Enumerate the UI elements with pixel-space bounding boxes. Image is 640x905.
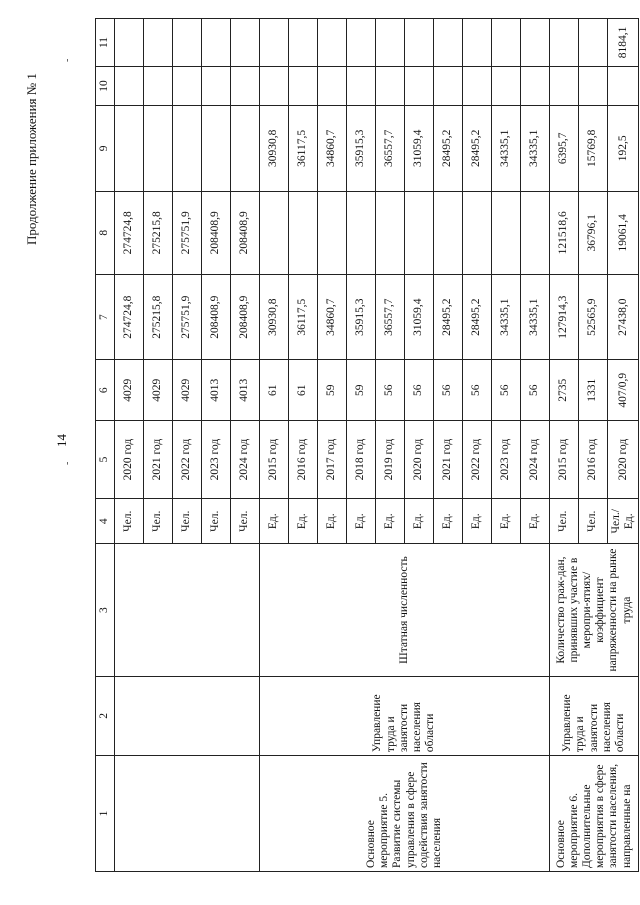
table-cell: 2024 год: [521, 420, 550, 498]
table-cell: 56: [376, 360, 405, 420]
table-cell: [550, 19, 579, 67]
table-cell: [318, 19, 347, 67]
table-cell: Ед.: [289, 499, 318, 544]
column-number: 10: [96, 66, 115, 105]
column-number: 5: [96, 420, 115, 498]
table-cell: [579, 66, 608, 105]
indicator-name: Штатная численность: [260, 544, 550, 676]
responsible-executor: [115, 676, 260, 755]
table-cell: 36117,5: [289, 274, 318, 360]
indicator-name: [115, 544, 260, 676]
table-cell: 208408,9: [231, 274, 260, 360]
table-cell: [144, 106, 173, 192]
table-cell: 28495,2: [463, 106, 492, 192]
table-cell: 27438,0: [608, 274, 639, 360]
table-cell: 2023 год: [492, 420, 521, 498]
table-cell: 274724,8: [115, 191, 144, 274]
column-number: 9: [96, 106, 115, 192]
table-cell: 275215,8: [144, 274, 173, 360]
data-table: [95, 18, 639, 872]
table-cell: 8184,1: [608, 19, 639, 67]
table-cell: [434, 66, 463, 105]
table-body: [96, 19, 639, 872]
table-cell: Ед.: [463, 499, 492, 544]
table-cell: 52565,9: [579, 274, 608, 360]
table-cell: [463, 191, 492, 274]
table-cell: Чел.: [579, 499, 608, 544]
table-cell: [492, 191, 521, 274]
table-cell: [434, 19, 463, 67]
scan-mark: -: [62, 461, 73, 465]
table-cell: 4013: [202, 360, 231, 420]
table-cell: Ед.: [521, 499, 550, 544]
table-cell: [434, 191, 463, 274]
table-cell: 36796,1: [579, 191, 608, 274]
table-cell: 59: [347, 360, 376, 420]
table-cell: 2023 год: [202, 420, 231, 498]
table-cell: Ед.: [492, 499, 521, 544]
table-cell: 2021 год: [144, 420, 173, 498]
table-cell: 208408,9: [202, 191, 231, 274]
table-cell: 2017 год: [318, 420, 347, 498]
table-cell: [347, 191, 376, 274]
table-cell: 4029: [173, 360, 202, 420]
table-cell: [521, 19, 550, 67]
table-cell: [405, 191, 434, 274]
table-cell: 2024 год: [231, 420, 260, 498]
table-cell: 275215,8: [144, 191, 173, 274]
table-cell: Чел.: [115, 499, 144, 544]
table-cell: [260, 66, 289, 105]
table-cell: 56: [434, 360, 463, 420]
table-cell: [115, 106, 144, 192]
table-cell: [521, 191, 550, 274]
indicator-name: Количество граж-дан, принявших участие в меропри-ятиях/коэффициент напряженности на рынке труда: [550, 544, 639, 676]
table-cell: 35915,3: [347, 274, 376, 360]
table-cell: Чел.: [173, 499, 202, 544]
table-cell: 15769,8: [579, 106, 608, 192]
table-cell: 121518,6: [550, 191, 579, 274]
table-cell: 2022 год: [173, 420, 202, 498]
table-cell: [231, 19, 260, 67]
column-number: 3: [96, 544, 115, 676]
table-cell: 61: [289, 360, 318, 420]
table-cell: 2021 год: [434, 420, 463, 498]
table-cell: [202, 106, 231, 192]
table-cell: Чел./ Ед.: [608, 499, 639, 544]
table-cell: 56: [492, 360, 521, 420]
table-cell: [376, 19, 405, 67]
measure-name: [115, 756, 260, 872]
table-cell: [376, 191, 405, 274]
table-cell: 19061,4: [608, 191, 639, 274]
table-cell: Ед.: [260, 499, 289, 544]
table-cell: 28495,2: [434, 106, 463, 192]
table-cell: 34335,1: [521, 274, 550, 360]
table-cell: 2019 год: [376, 420, 405, 498]
table-cell: [144, 66, 173, 105]
table-cell: [318, 66, 347, 105]
table-cell: 2015 год: [260, 420, 289, 498]
table-cell: 30930,8: [260, 274, 289, 360]
table-cell: [115, 66, 144, 105]
table-cell: 275751,9: [173, 191, 202, 274]
table-cell: Ед.: [376, 499, 405, 544]
table-cell: [608, 66, 639, 105]
responsible-executor: Управление труда и занятости населения области: [260, 676, 550, 755]
table-cell: [173, 66, 202, 105]
table-cell: Ед.: [405, 499, 434, 544]
table-cell: 127914,3: [550, 274, 579, 360]
table-cell: 4029: [115, 360, 144, 420]
table-cell: 2022 год: [463, 420, 492, 498]
table-cell: [347, 66, 376, 105]
table-cell: 56: [405, 360, 434, 420]
table-cell: 6395,7: [550, 106, 579, 192]
table-cell: 208408,9: [231, 191, 260, 274]
table-cell: [144, 19, 173, 67]
header-row: [96, 19, 115, 872]
table-cell: [173, 19, 202, 67]
table-cell: Чел.: [202, 499, 231, 544]
table-cell: 56: [521, 360, 550, 420]
table-cell: [463, 19, 492, 67]
table-cell: 36117,5: [289, 106, 318, 192]
table-cell: [260, 191, 289, 274]
table-cell: 4013: [231, 360, 260, 420]
table-cell: 192,5: [608, 106, 639, 192]
measure-name: Основное мероприятие 5. Развитие системы управления в сфере содействия занятости населения: [260, 756, 550, 872]
table-cell: [463, 66, 492, 105]
table-cell: 2018 год: [347, 420, 376, 498]
table-cell: 274724,8: [115, 274, 144, 360]
table-cell: Ед.: [347, 499, 376, 544]
table-cell: [231, 106, 260, 192]
table-cell: 34335,1: [492, 106, 521, 192]
table-cell: 61: [260, 360, 289, 420]
table-cell: [289, 191, 318, 274]
table-cell: 4029: [144, 360, 173, 420]
table-cell: 56: [463, 360, 492, 420]
table-cell: 2020 год: [608, 420, 639, 498]
table-cell: [289, 66, 318, 105]
table-cell: [579, 19, 608, 67]
table-cell: [347, 19, 376, 67]
table-cell: [115, 19, 144, 67]
table-cell: [318, 191, 347, 274]
table-cell: 28495,2: [463, 274, 492, 360]
table-cell: [231, 66, 260, 105]
table-cell: Чел.: [550, 499, 579, 544]
table-cell: 35915,3: [347, 106, 376, 192]
scan-mark: -: [62, 58, 73, 62]
table-cell: 34335,1: [492, 274, 521, 360]
table-row: [550, 19, 579, 872]
column-number: 4: [96, 499, 115, 544]
table-cell: 28495,2: [434, 274, 463, 360]
table-cell: [521, 66, 550, 105]
measure-name: Основное мероприятие 6. Дополнительные мероприятия в сфере занятости населения, направленные на: [550, 756, 639, 872]
table-cell: 2020 год: [115, 420, 144, 498]
table-cell: 59: [318, 360, 347, 420]
table-cell: 2016 год: [289, 420, 318, 498]
table-cell: [260, 19, 289, 67]
table-cell: 34860,7: [318, 274, 347, 360]
table-row: [115, 19, 144, 872]
table-cell: [376, 66, 405, 105]
table-cell: [405, 66, 434, 105]
table-cell: 2015 год: [550, 420, 579, 498]
table-cell: [289, 19, 318, 67]
table-cell: 208408,9: [202, 274, 231, 360]
table-cell: [202, 19, 231, 67]
column-number: 2: [96, 676, 115, 755]
page-number: 14: [54, 434, 69, 447]
table-cell: [550, 66, 579, 105]
table-cell: [202, 66, 231, 105]
table-cell: [492, 19, 521, 67]
table-row: [260, 19, 289, 872]
table-cell: 2016 год: [579, 420, 608, 498]
table-cell: 31059,4: [405, 106, 434, 192]
table-cell: 36557,7: [376, 274, 405, 360]
column-number: 11: [96, 19, 115, 67]
responsible-executor: Управление труда и занятости населения области: [550, 676, 639, 755]
column-number: 8: [96, 191, 115, 274]
table-cell: 31059,4: [405, 274, 434, 360]
table-cell: 2735: [550, 360, 579, 420]
table-cell: 275751,9: [173, 274, 202, 360]
column-number: 6: [96, 360, 115, 420]
table-cell: 34860,7: [318, 106, 347, 192]
table-cell: [492, 66, 521, 105]
table-cell: 36557,7: [376, 106, 405, 192]
table-cell: Чел.: [231, 499, 260, 544]
continuation-heading: Продолжение приложения № 1: [24, 73, 39, 245]
table-cell: [405, 19, 434, 67]
table-cell: Ед.: [434, 499, 463, 544]
column-number: 7: [96, 274, 115, 360]
table-cell: 1331: [579, 360, 608, 420]
table-cell: Ед.: [318, 499, 347, 544]
table-cell: 30930,8: [260, 106, 289, 192]
table-cell: 34335,1: [521, 106, 550, 192]
table-cell: 407/0,9: [608, 360, 639, 420]
table-cell: 2020 год: [405, 420, 434, 498]
column-number: 1: [96, 756, 115, 872]
table-cell: Чел.: [144, 499, 173, 544]
table-cell: [173, 106, 202, 192]
